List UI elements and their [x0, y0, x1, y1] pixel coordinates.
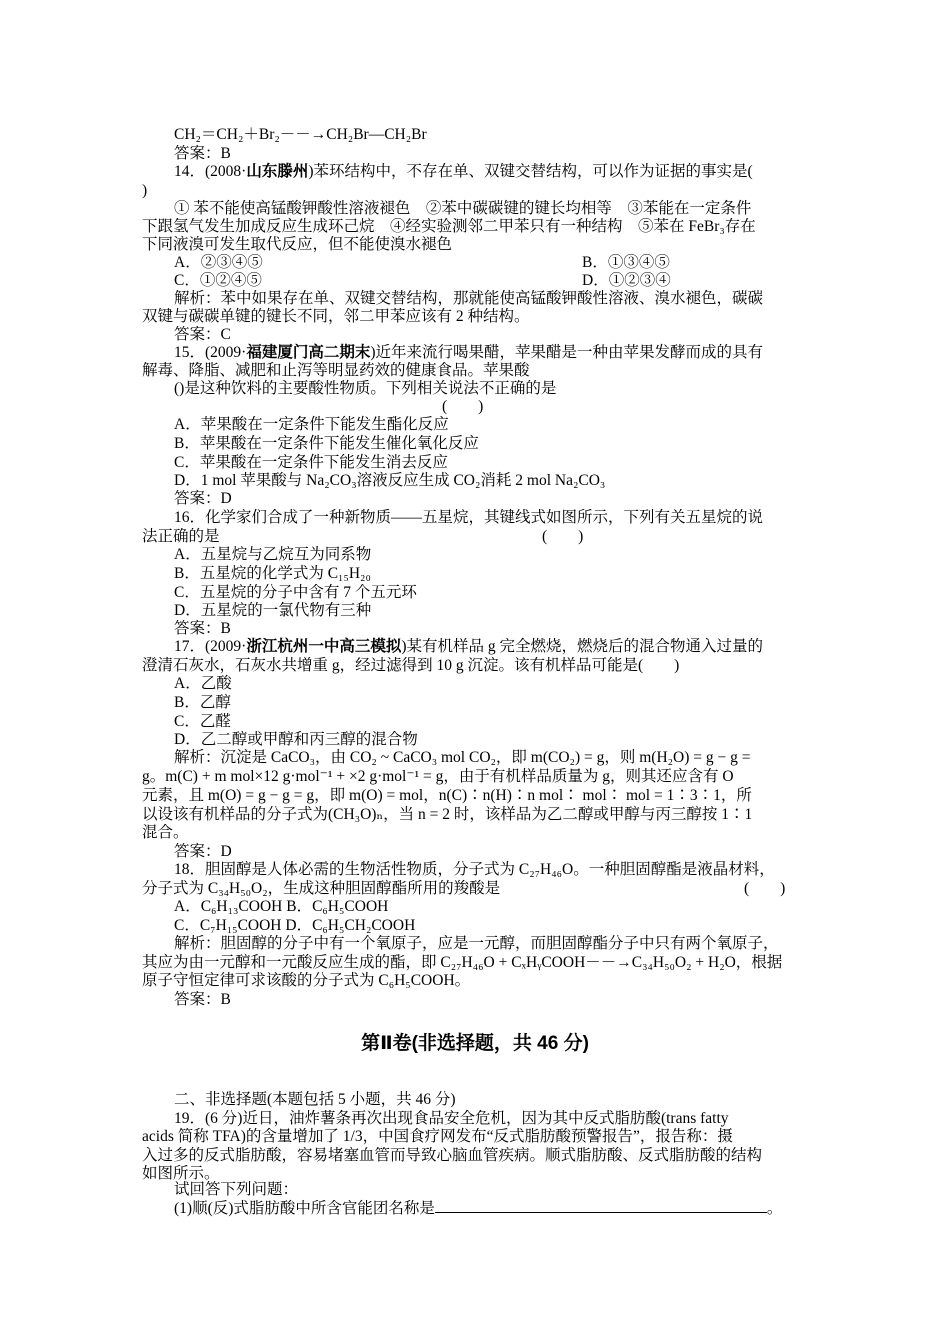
option-c: C．乙醛	[174, 713, 231, 730]
answer-paren: ( )	[744, 880, 786, 897]
explanation-line: 混合。	[142, 824, 189, 841]
answer-line: 答案：B	[174, 145, 231, 162]
question-16-stem: 16．化学家们合成了一种新物质——五星烷，其键线式如图所示，下列有关五星烷的说	[174, 509, 764, 526]
explanation-line: 原子守恒定律可求该酸的分子式为 C₆H₅COOH。	[142, 972, 471, 989]
options-ab: A．C₆H₁₃COOH B．C₆H₅COOH	[174, 898, 389, 915]
question-17-stem: 17．(2009·浙江杭州一中高三模拟)某有机样品 g 完全燃烧，燃烧后的混合物通入过量的	[174, 638, 764, 655]
explanation-line: 解析：沉淀是 CaCO₃，由 CO₂ ~ CaCO₃ mol CO₂，即 m(CO₂) = g，则 m(H₂O) = g − g =	[174, 749, 751, 766]
answer-line: 答案：B	[174, 620, 231, 637]
option-d: D．①②③④	[582, 272, 671, 289]
question-15-stem: 解毒、降脂、减肥和止泻等明显药效的健康食品。苹果酸	[142, 362, 530, 379]
explanation-line: g。m(C) + m mol×12 g·mol⁻¹ + ×2 g·mol⁻¹ = g，由于有机样品质量为 g，则其还应含有 O	[142, 768, 734, 785]
option-a: A．苹果酸在一定条件下能发生酯化反应	[174, 416, 449, 433]
option-c: C．①②④⑤	[174, 272, 262, 289]
explanation-line: 解析：胆固醇的分子中有一个氧原子，应是一元醇，而胆固醇酯分子中只有两个氧原子，	[174, 935, 779, 952]
question-18-stem: 分子式为 C₃₄H₅₀O₂，生成这种胆固醇酯所用的羧酸是	[142, 880, 501, 897]
question-15-stem: ()是这种饮料的主要酸性物质。下列相关说法不正确的是	[174, 380, 557, 397]
option-d: D．五星烷的一氯代物有三种	[174, 602, 372, 619]
question-19-stem: 19．(6 分)近日，油炸薯条再次出现食品安全危机，因为其中反式脂肪酸(trans fatty	[174, 1110, 729, 1127]
answer-line: 答案：D	[174, 490, 232, 507]
option-a: A．乙酸	[174, 675, 232, 692]
question-19-stem: 如图所示。	[142, 1165, 220, 1182]
explanation-line: 其应为由一元醇和一元酸反应生成的酯，即 C₂₇H₄₆O + CₓHᵧCOOH－－→C₃₄H₅₀O₂ + H₂O，根据	[142, 954, 783, 971]
answer-blank[interactable]	[435, 1198, 767, 1213]
question-14-statement: 下跟氢气发生加成反应生成环己烷 ④经实验测邻二甲苯只有一种结构 ⑤苯在 FeBr₃存在	[142, 218, 756, 235]
answer-line: 答案：D	[174, 843, 232, 860]
question-14-statement: ① 苯不能使高锰酸钾酸性溶液褪色 ②苯中碳碳键的键长均相等 ③苯能在一定条件	[174, 200, 752, 217]
answer-paren: ( )	[442, 398, 484, 415]
question-17-stem: 澄清石灰水，石灰水共增重 g，经过滤得到 10 g 沉淀。该有机样品可能是( )	[142, 657, 680, 674]
answer-line: 答案：B	[174, 991, 231, 1008]
option-b: B．乙醇	[174, 694, 231, 711]
option-b: B．苹果酸在一定条件下能发生催化氧化反应	[174, 435, 479, 452]
question-19-part-1: (1)顺(反)式脂肪酸中所含官能团名称是 。	[174, 1200, 783, 1217]
question-14-paren: )	[142, 182, 148, 199]
question-14-statement: 下同液溴可发生取代反应，但不能使溴水褪色	[142, 236, 453, 253]
question-14-options-row	[174, 271, 814, 290]
question-14-options-row	[174, 253, 814, 272]
explanation-line: 解析：苯中如果存在单、双键交替结构，那就能使高锰酸钾酸性溶液、溴水褪色，碳碳	[174, 290, 764, 307]
answer-paren: ( )	[542, 528, 584, 545]
option-a: A．②③④⑤	[174, 254, 263, 271]
options-cd: C．C₇H₁₅COOH D．C₆H₅CH₂COOH	[174, 917, 416, 934]
explanation-line: 以设该有机样品的分子式为(CH₃O)ₙ，当 n = 2 时，该样品为乙二醇或甲醇与丙三醇按 1∶1	[142, 806, 753, 823]
option-b: B．①③④⑤	[582, 254, 670, 271]
explanation-line: 双键与碳碳单键的键长不同，邻二甲苯应该有 2 种结构。	[142, 308, 530, 325]
option-d: D．1 mol 苹果酸与 Na₂CO₃溶液反应生成 CO₂消耗 2 mol Na₂CO₃	[174, 472, 606, 489]
part-heading: 二、非选择题(本题包括 5 小题，共 46 分)	[174, 1091, 456, 1108]
explanation-line: 元素，且 m(O) = g − g = g，即 m(O) = mol，n(C)∶n(H)∶n mol∶ mol∶ mol = 1∶3∶1，所	[142, 787, 752, 804]
option-a: A．五星烷与乙烷互为同系物	[174, 546, 372, 563]
question-14-stem: 14．(2008·山东滕州)苯环结构中，不存在单、双键交替结构，可以作为证据的事实是(	[174, 163, 753, 180]
question-18-stem: 18．胆固醇是人体必需的生物活性物质，分子式为 C₂₇H₄₆O。一种胆固醇酯是液晶材料，	[174, 861, 775, 878]
answer-line: 答案：C	[174, 326, 231, 343]
question-19-prompt: 试回答下列问题：	[174, 1181, 299, 1198]
equation-line: CH₂＝CH₂＋Br₂－－→CH₂Br—CH₂Br	[174, 126, 427, 143]
option-d: D．乙二醇或甲醇和丙三醇的混合物	[174, 731, 418, 748]
question-15-stem: 15．(2009·福建厦门高二期末)近年来流行喝果醋，苹果醋是一种由苹果发酵而成的具有	[174, 344, 764, 361]
question-19-stem: 入过多的反式脂肪酸，容易堵塞血管而导致心脑血管疾病。顺式脂肪酸、反式脂肪酸的结构	[142, 1147, 763, 1164]
option-c: C．五星烷的分子中含有 7 个五元环	[174, 584, 417, 601]
section-title: 第Ⅱ卷(非选择题，共 46 分)	[361, 1033, 589, 1054]
question-16-stem: 法正确的是	[142, 528, 220, 545]
option-c: C．苹果酸在一定条件下能发生消去反应	[174, 454, 448, 471]
question-19-stem: acids 简称 TFA)的含量增加了 1/3，中国食疗网发布“反式脂肪酸预警报告”，报告称：摄	[142, 1128, 733, 1145]
option-b: B．五星烷的化学式为 C₁₅H₂₀	[174, 565, 371, 582]
